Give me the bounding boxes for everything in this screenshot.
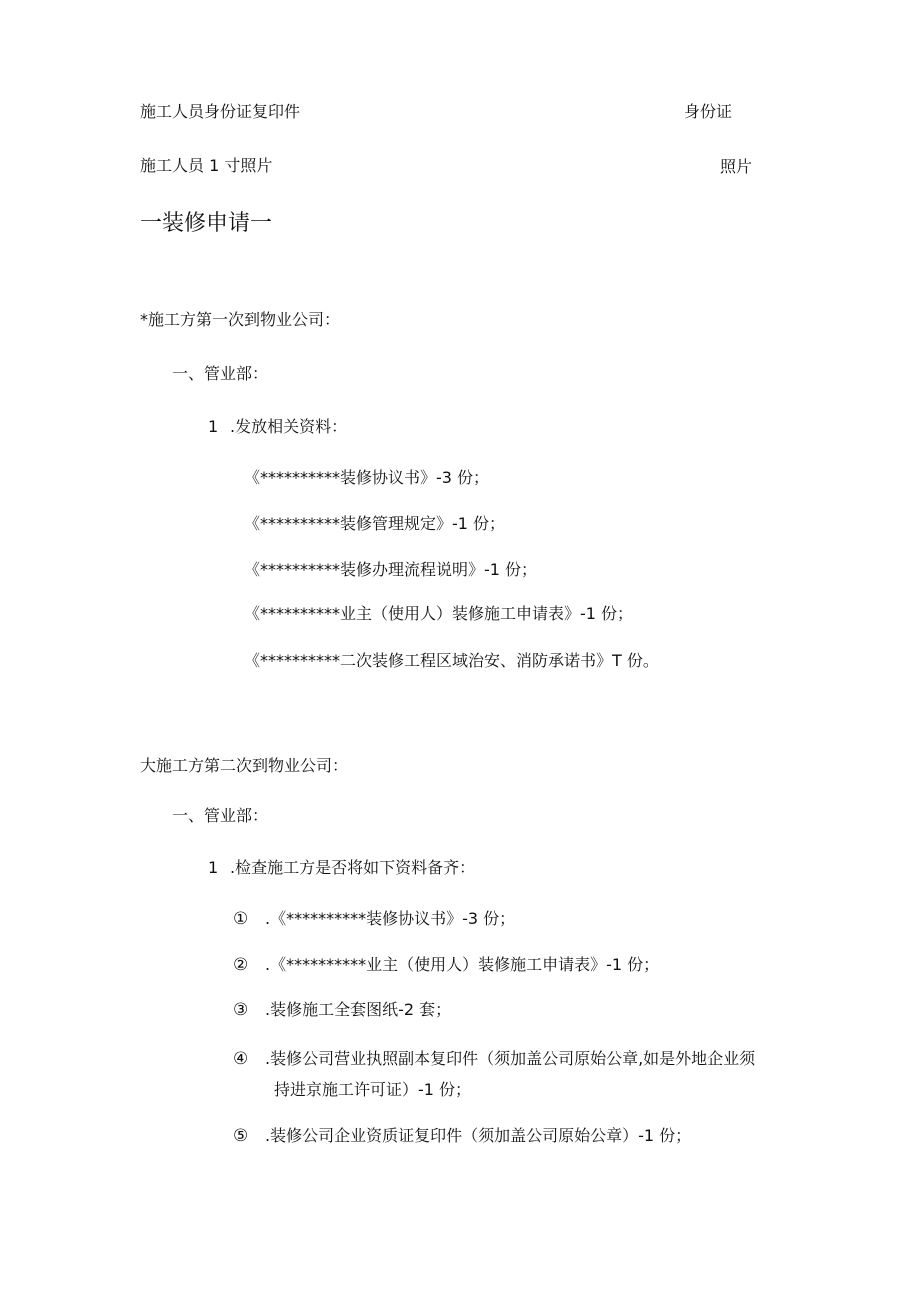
id-card-label: 身份证 bbox=[684, 102, 733, 121]
check-line-4-continued: 持进京施工许可证）-1 份； bbox=[274, 1080, 472, 1099]
first-visit-heading: *施工方第一次到物业公司： bbox=[140, 310, 341, 329]
circled-number: ⑤ bbox=[233, 1126, 249, 1146]
check-text: .装修公司企业资质证复印件（须加盖公司原始公章）-1 份； bbox=[265, 1126, 692, 1145]
circled-number: ③ bbox=[233, 1000, 249, 1020]
item-number: 1 bbox=[208, 858, 219, 877]
doc-line-4: 《**********业主（使用人）装修施工申请表》-1 份； bbox=[244, 604, 634, 623]
circled-number: ② bbox=[233, 955, 249, 975]
item-number: 1 bbox=[208, 417, 219, 436]
check-text: .装修公司营业执照副本复印件（须加盖公司原始公章,如是外地企业须 bbox=[265, 1049, 756, 1068]
second-visit-dept: 一、管业部： bbox=[172, 806, 269, 825]
check-line-3 bbox=[233, 1000, 451, 1020]
photo-right-label: 照片 bbox=[720, 157, 753, 176]
item-label: .发放相关资料： bbox=[230, 417, 348, 436]
doc-line-2: 《**********装修管理规定》-1 份； bbox=[244, 514, 506, 533]
id-copy-label: 施工人员身份证复印件 bbox=[140, 102, 301, 121]
check-text: .装修施工全套图纸-2 套； bbox=[265, 1000, 452, 1019]
check-line-5 bbox=[233, 1126, 691, 1146]
photo-label: 施工人员 1 寸照片 bbox=[140, 156, 273, 175]
check-line-1 bbox=[233, 909, 515, 929]
check-line-4 bbox=[233, 1049, 755, 1069]
doc-line-5: 《**********二次装修工程区域治安、消防承诺书》T 份。 bbox=[244, 651, 659, 670]
second-visit-heading: 大施工方第二次到物业公司： bbox=[140, 756, 349, 775]
circled-number: ④ bbox=[233, 1049, 249, 1069]
doc-line-3: 《**********装修办理流程说明》-1 份； bbox=[244, 560, 538, 579]
check-line-2 bbox=[233, 955, 659, 975]
first-visit-dept: 一、管业部： bbox=[172, 364, 269, 383]
check-text: .《**********业主（使用人）装修施工申请表》-1 份； bbox=[265, 955, 660, 974]
circled-number: ① bbox=[233, 909, 249, 929]
section-title: 一装修申请一 bbox=[140, 211, 273, 236]
first-visit-item bbox=[208, 417, 347, 437]
item-label: .检查施工方是否将如下资料备齐： bbox=[230, 858, 476, 877]
second-visit-item bbox=[208, 858, 475, 878]
doc-line-1: 《**********装修协议书》-3 份； bbox=[244, 468, 490, 487]
check-text: .《**********装修协议书》-3 份； bbox=[265, 909, 516, 928]
